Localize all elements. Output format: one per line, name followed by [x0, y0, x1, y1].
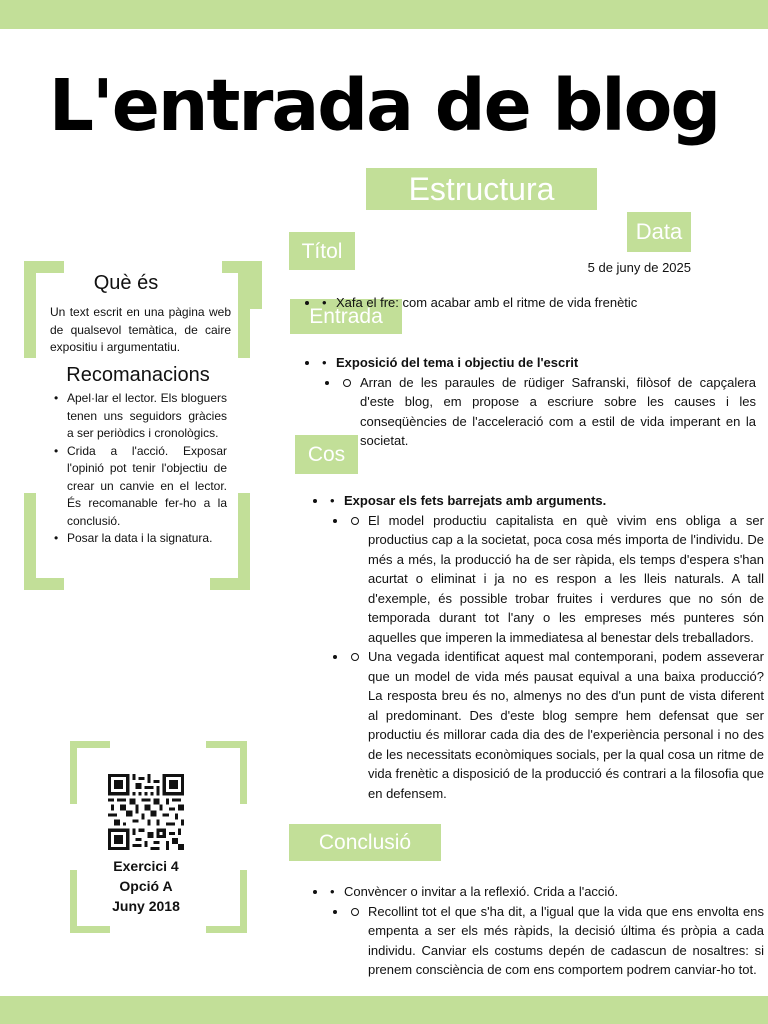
- qrbox-bottom-right: [206, 926, 247, 933]
- cos-sub-1: • El model productiu capitalista en què vivim ens obliga a ser productius cap a la societat, poca cosa més importa de l'individu. De més a més, la producció ha de ser ràpida, els temps d'espera s'han acurtat o eliminat i ja no es respon a les lleis naturals. A tall d'exemple, és possible trobar fruites i verdures que no són de temporada durant tot l'any o les empreses més punteres són aquelles que imperen la immediatesa al benestar dels treballadors.: [348, 511, 764, 648]
- conclusio-sub: • Recollint tot el que s'ha dit, a l'igual que la vida que ens envolta ens empenta a ser els més ràpids, la decisió última és pròpia a cada individu. Canviar els costums depén de cadascun de nosaltres: si prenem consciència de com ens comportem podrem canviar-ho tot.: [348, 902, 764, 980]
- sidebox-bottom-left: [24, 578, 64, 590]
- exercise-line-1: Exercici 4: [113, 858, 179, 874]
- label-cos: Cos: [295, 435, 358, 474]
- qrbox-right-bottom: [240, 870, 247, 933]
- exercise-line-3: Juny 2018: [112, 898, 180, 914]
- cos-list: [288, 491, 764, 803]
- entrada-sub: • Arran de les paraules de rüdiger Safranski, filòsof de capçalera d'este blog, em propose a escriure sobre les causes i les conseqüències de l'acceleració com a estil de vida imperant en la societat.: [340, 373, 756, 451]
- entrada-bullet: [320, 353, 756, 373]
- sidebox-left-bar-top: [24, 261, 36, 358]
- qrbox-right-top: [240, 741, 247, 804]
- qrbox-bottom-left: [70, 926, 110, 933]
- cos-sub-2: • Una vegada identificat aquest mal contemporani, podem asseverar que un model de vida més pausat equival a una baixa producció? La resposta breu és no, almenys no des d'un punt de vista diferent al predominant. Des d'este blog sempre hem defensat que ser productiu és millorar cada dia des de l'experiència personal i no des de les necessitats econòmiques socials, per la qual cosa un ritme de vida frenètic a disposició de la producció és contrari a la filosofia que en defensem.: [348, 647, 764, 803]
- entrada-bullet-text: Exposició del tema i objectiu de l'escrit: [336, 355, 579, 370]
- recomanacio-item: • Apel·lar el lector. Els bloguers tenen uns seguidors gràcies a ser periòdics i cronològics.: [52, 390, 227, 443]
- qrbox-left-top: [70, 741, 77, 804]
- top-band: [0, 0, 768, 29]
- qr-code-icon: [108, 774, 184, 850]
- label-data: Data: [627, 212, 691, 252]
- label-conclusio: Conclusió: [289, 824, 441, 861]
- exercise-info: [70, 856, 222, 916]
- recomanacio-item: • Posar la data i la signatura.: [52, 530, 227, 548]
- que-es-heading: Què és: [93, 272, 159, 294]
- date-value: 5 de juny de 2025: [587, 260, 691, 275]
- label-entrada: Entrada: [290, 299, 402, 334]
- cos-bullet-text: Exposar els fets barrejats amb arguments.: [344, 493, 607, 508]
- conclusio-bullet-text: Convèncer o invitar a la reflexió. Crida a l'acció.: [344, 884, 619, 899]
- conclusio-list: [288, 882, 764, 980]
- sidebox-right-bar-bottom: [238, 493, 250, 590]
- label-estructura: Estructura: [366, 168, 597, 210]
- cos-bullet: [328, 491, 764, 511]
- recomanacions-list: [52, 390, 227, 548]
- sidebox-right-bar-top: [238, 261, 250, 358]
- sidebox-left-bar-bottom: [24, 493, 36, 590]
- bottom-band: [0, 996, 768, 1024]
- que-es-text: Un text escrit en una pàgina web de qualsevol temàtica, de caire expositiu i argumentatiu.: [50, 305, 231, 354]
- recomanacions-heading: Recomanacions: [66, 364, 210, 386]
- sidebox-bottom-right: [210, 578, 250, 590]
- titol-item: • • Xafa el fre: com acabar amb el ritme de vida frenètic: [320, 293, 760, 313]
- conclusio-bullet: [328, 882, 764, 902]
- titol-list: [280, 293, 760, 313]
- label-titol: Títol: [289, 232, 355, 270]
- recomanacio-item: • Crida a l'acció. Exposar l'opinió pot tenir l'objectiu de crear un canvie en el lector. És recomanable fer-ho a la conclusió.: [52, 443, 227, 531]
- exercise-line-2: Opció A: [119, 878, 173, 894]
- page-title: L'entrada de blog: [48, 64, 720, 147]
- entrada-list: [280, 353, 756, 451]
